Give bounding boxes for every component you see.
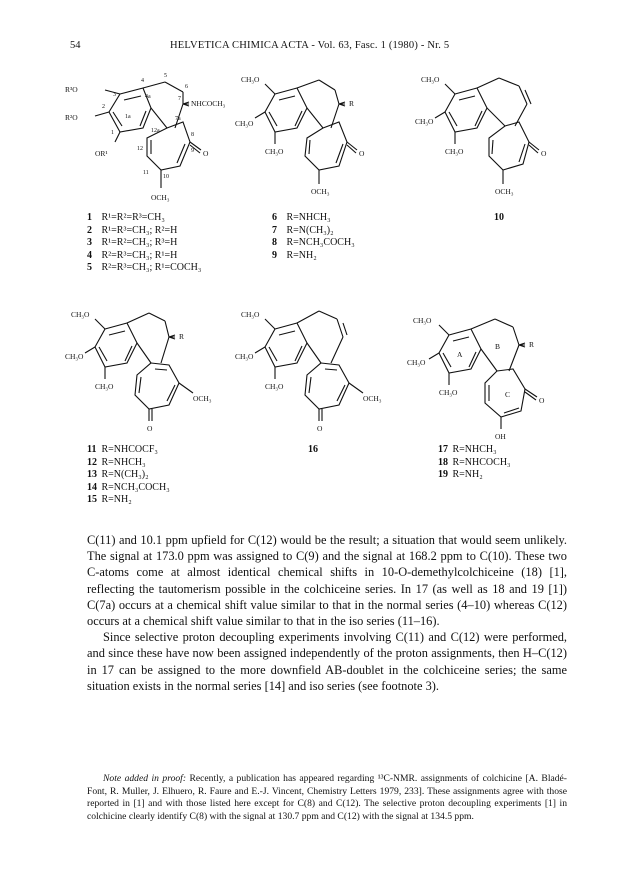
atom-9: 9 <box>191 148 194 154</box>
label-nhcoch3: NHCOCH₃ <box>191 99 226 108</box>
paragraph: C(11) and 10.1 ppm upfield for C(12) would be the result; a situation that would seem unlikely. The signal at 173.0 ppm was assigned to C(9) and the signal at 168.2 ppm to C(10). These two C-atoms come at almost identical chemical shifts in 10-O-demethylcolchiceine (18) [1], reflecting the tautomerism possible in the colchiceine series. In 17 (as well as 18 and 19 [1]) C(7a) occurs at a chemical shift value similar to that in the normal series (4–10) whereas C(12) occurs at a chemical shift value similar to that in the iso series (11–16). <box>87 533 567 629</box>
list-item: 9 R=NH₂ <box>272 249 317 261</box>
label-och3: OCH₃ <box>193 394 212 403</box>
structure-1 <box>65 70 225 210</box>
atom-11: 11 <box>143 170 149 176</box>
ring-label-c: C <box>505 390 511 399</box>
atom-1: 1 <box>111 130 114 136</box>
list-item: 13 R=N(CH₃)₂ <box>87 469 149 480</box>
atom-6: 6 <box>185 84 188 90</box>
label-och3: OCH₃ <box>311 187 330 196</box>
label-oh: OH <box>495 432 506 441</box>
label-ch3o-low: CH₃O <box>95 382 114 391</box>
note-text: Recently, a publication has appeared regarding ¹³C-NMR. assignments of colchicine [A. Bladé-Font, R. Muller, J. Elhuero, R. Faure and E.-J. Vincent, Chemistry Letters 1979, 233]. These assignments agree with those reported in [1] and with those listed here except for C(8) and C(12). The selective proton decoupling experiments [1] in colchicine clearly identify C(8) with the signal at 130.7 ppm and C(12) with the signal at 134.5 ppm. <box>87 773 567 822</box>
label-r: R <box>529 340 535 349</box>
atom-12: 12 <box>137 146 143 152</box>
list-item: 6 R=NHCH₃ <box>272 212 331 223</box>
atom-1a: 1a <box>125 114 131 120</box>
structure-10 <box>415 70 565 205</box>
list-item: 3 R¹=R²=CH₃; R³=H <box>87 237 178 248</box>
atom-3: 3 <box>113 92 116 98</box>
list-item: 18 R=NHCOCH₃ <box>438 456 511 468</box>
label-ch3o-mid: CH₃O <box>235 119 254 128</box>
list-item: 17 R=NHCH₃ <box>438 444 497 455</box>
label-r2o: R²O <box>65 113 78 122</box>
structure-11 <box>65 305 225 445</box>
compound-label-10: 10 <box>494 212 504 223</box>
label-och3: OCH₃ <box>495 187 514 196</box>
list-item: 15 R=NH₂ <box>87 494 132 505</box>
atom-10: 10 <box>163 174 169 180</box>
journal-title: HELVETICA CHIMICA ACTA - Vol. 63, Fasc. 1 (1980) - Nr. 5 <box>170 40 450 51</box>
page-number: 54 <box>70 40 81 51</box>
atom-5: 5 <box>164 73 167 79</box>
compound-list-1 <box>87 212 201 275</box>
label-oxo: O <box>539 396 545 405</box>
atom-12a: 12a <box>151 128 160 134</box>
ring-label-a: A <box>457 350 463 359</box>
list-item: 14 R=NCH₃COCH₃ <box>87 481 170 493</box>
label-oxo: O <box>359 149 365 158</box>
label-ch3o-top: CH₃O <box>241 310 260 319</box>
label-ch3o-mid: CH₃O <box>415 117 434 126</box>
atom-8: 8 <box>191 132 194 138</box>
paragraph: Since selective proton decoupling experiments involving C(11) and C(12) were performed, and since these have now been assigned independently of the proton assignments, then H–C(12) in 17 can be assigned to the more downfield AB-doublet in the colchiceine series; the same situation exists in the normal series [14] and iso series (see footnote 3). <box>87 630 567 693</box>
label-r3o: R³O <box>65 85 78 94</box>
list-item: 8 R=NCH₃COCH₃ <box>272 237 355 248</box>
atom-7: 7 <box>178 96 181 102</box>
compound-list-6 <box>272 212 355 262</box>
list-item: 11 R=NHCOCF₃ <box>87 444 158 455</box>
body-text <box>87 532 567 694</box>
structure-6 <box>235 70 385 205</box>
list-item: 12 R=NHCH₃ <box>87 456 146 468</box>
label-ch3o-mid: CH₃O <box>65 352 84 361</box>
label-or1: OR¹ <box>95 149 108 158</box>
compound-list-17 <box>438 444 511 482</box>
label-ch3o-mid: CH₃O <box>235 352 254 361</box>
label-oxo: O <box>147 424 153 433</box>
atom-7a: 7a <box>175 116 181 122</box>
label-ch3o-low: CH₃O <box>439 388 458 397</box>
label-ch3o-low: CH₃O <box>265 147 284 156</box>
note-label: Note added in proof: <box>103 773 187 784</box>
label-ch3o-top: CH₃O <box>421 75 440 84</box>
label-ch3o-low: CH₃O <box>445 147 464 156</box>
label-ch3o-mid: CH₃O <box>407 358 426 367</box>
label-oxo: O <box>541 149 547 158</box>
list-item: 2 R¹=R³=CH₃; R²=H <box>87 224 178 236</box>
list-item: 5 R²=R³=CH₃; R¹=COCH₃ <box>87 262 202 273</box>
label-och3: OCH₃ <box>363 394 382 403</box>
label-ch3o-top: CH₃O <box>241 75 260 84</box>
atom-2: 2 <box>102 104 105 110</box>
compound-list-11 <box>87 444 170 507</box>
list-item: 7 R=N(CH₃)₂ <box>272 224 334 236</box>
label-r: R <box>349 99 355 108</box>
atom-4: 4 <box>141 78 144 84</box>
label-ch3o-top: CH₃O <box>413 316 432 325</box>
label-och3: OCH₃ <box>151 193 170 202</box>
compound-label-16: 16 <box>308 444 318 455</box>
running-header <box>0 40 625 56</box>
structure-16 <box>235 305 395 445</box>
ring-label-b: B <box>495 342 501 351</box>
list-item: 4 R²=R³=CH₃; R¹=H <box>87 249 178 261</box>
label-ch3o-low: CH₃O <box>265 382 284 391</box>
list-item: 19 R=NH₂ <box>438 469 483 480</box>
list-item: 1 R¹=R²=R³=CH₃ <box>87 212 165 223</box>
note-added-in-proof <box>87 773 567 823</box>
label-r: R <box>179 332 185 341</box>
structure-17 <box>405 305 575 455</box>
atom-4a: 4a <box>145 94 151 100</box>
label-oxo: O <box>203 149 209 158</box>
label-oxo: O <box>317 424 323 433</box>
label-ch3o-top: CH₃O <box>71 310 90 319</box>
